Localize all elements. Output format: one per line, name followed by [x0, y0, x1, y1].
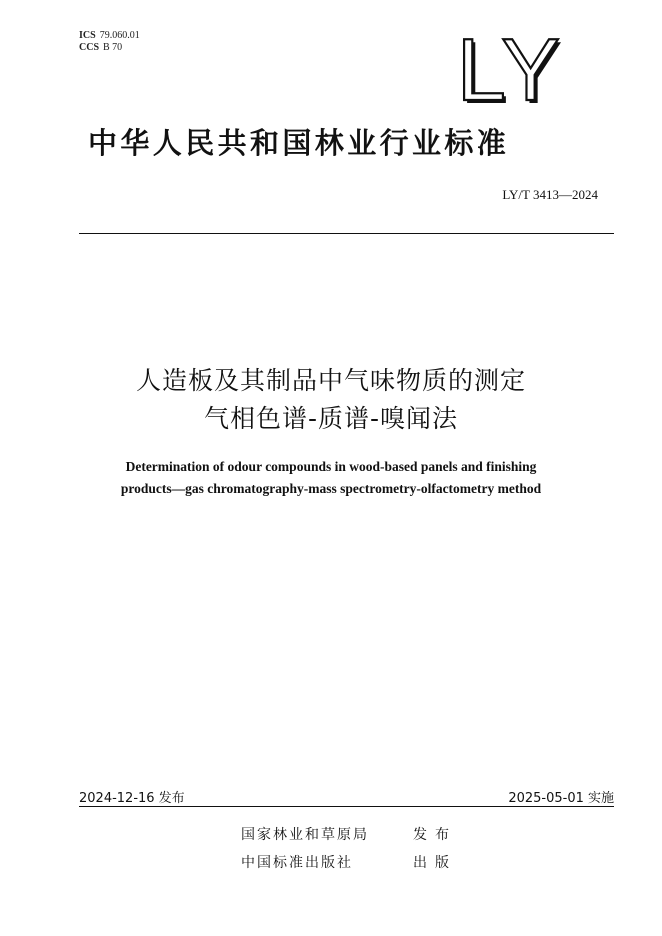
- issue-date: 2024-12-16 发布: [79, 791, 185, 806]
- implementation-date: 2025-05-01 实施: [508, 791, 614, 806]
- standard-number-prefix: LY/T: [502, 187, 530, 202]
- standard-number-value: 3413—2024: [533, 187, 598, 202]
- publisher-org: 中国标准出版社: [241, 855, 353, 871]
- publisher-action: 发布: [413, 827, 457, 843]
- bottom-divider: [79, 806, 614, 807]
- publisher-org: 国家林业和草原局: [241, 827, 369, 843]
- ics-value: 79.060.01: [99, 30, 140, 41]
- classification-codes: [79, 30, 140, 54]
- title-zh-line1: 人造板及其制品中气味物质的测定: [135, 366, 526, 395]
- publisher-row: [241, 852, 457, 872]
- top-divider: [79, 233, 614, 234]
- ly-logo-mark: LY: [456, 20, 562, 119]
- ccs-value: B 70: [103, 42, 123, 53]
- title-en-line2: products—gas chromatography-mass spectrometry-olfactometry method: [120, 481, 542, 496]
- ics-key: ICS: [79, 30, 96, 41]
- ccs-code: [79, 42, 140, 54]
- standard-number: [502, 187, 598, 203]
- publisher-action: 出版: [413, 855, 457, 871]
- ccs-key: CCS: [79, 42, 100, 53]
- ics-code: [79, 30, 140, 42]
- title-en-line1: Determination of odour compounds in wood-based panels and finishing: [125, 459, 537, 474]
- publisher-row: [241, 824, 457, 844]
- title-zh-line2: 气相色谱-质谱-嗅闻法: [203, 404, 459, 433]
- standard-category-heading: 中华人民共和国林业行业标准: [88, 126, 510, 160]
